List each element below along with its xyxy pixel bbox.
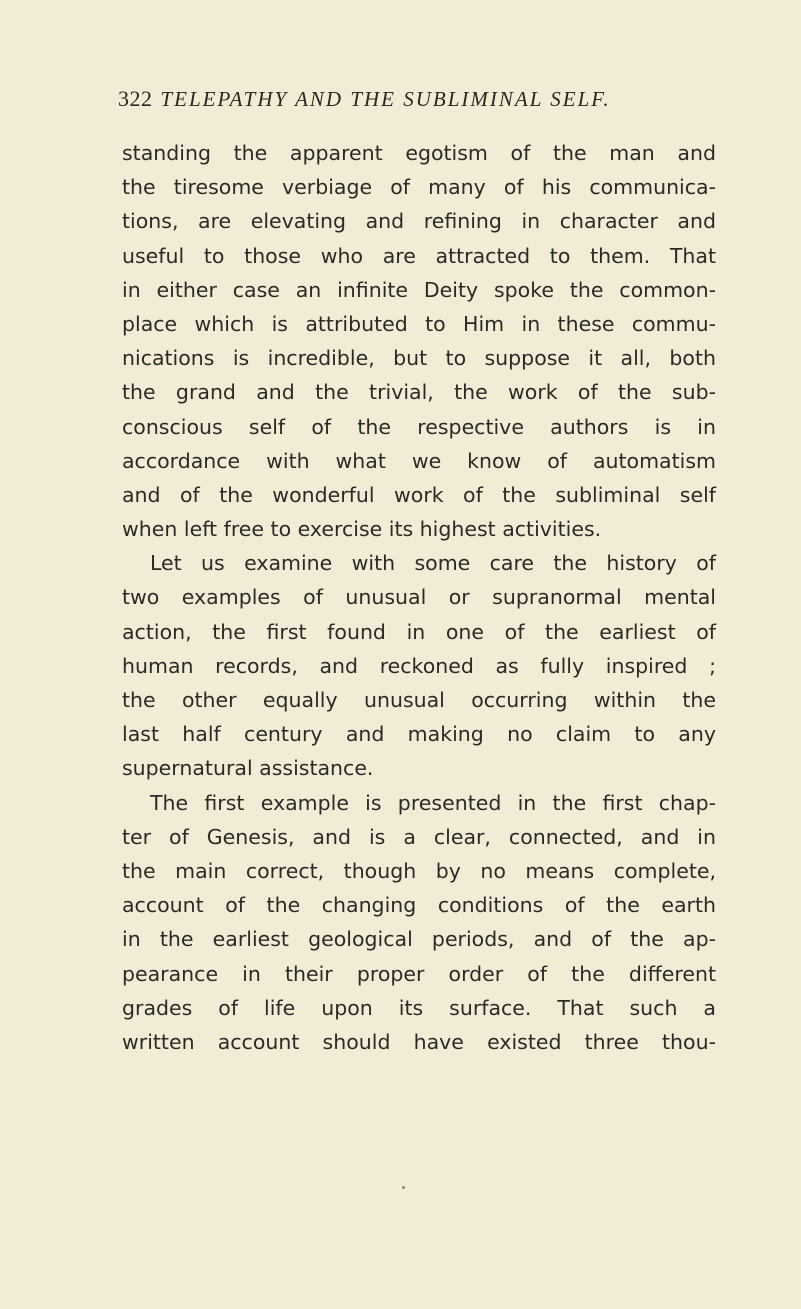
text-line: and of the wonderful work of the subliminal self [122, 482, 716, 507]
text-line: action, the first found in one of the earliest of [122, 619, 716, 644]
page-header [118, 86, 718, 122]
paragraph-end-line: supernatural assistance. [122, 756, 374, 781]
text-line: the tiresome verbiage of many of his communica- [122, 175, 716, 200]
text-line: accordance with what we know of automatism [122, 448, 716, 473]
text-line: account of the changing conditions of the earth [122, 893, 716, 918]
text-line: grades of life upon its surface. That such a [122, 995, 716, 1020]
body-text [122, 136, 716, 1059]
text-line: tions, are elevating and refining in character and [122, 209, 716, 234]
page-number: 322 [118, 86, 153, 111]
text-line: standing the apparent egotism of the man and [122, 141, 716, 165]
text-line: the main correct, though by no means complete, [122, 858, 716, 883]
text-line: the other equally unusual occurring within the [122, 688, 716, 712]
text-line: nications is incredible, but to suppose it all, both [122, 346, 716, 371]
text-line: place which is attributed to Him in these commu- [122, 311, 716, 336]
text-line: in the earliest geological periods, and of the ap- [122, 927, 716, 952]
text-line: written account should have existed three thou- [122, 1029, 716, 1054]
text-line: last half century and making no claim to any [122, 722, 716, 747]
text-line: ter of Genesis, and is a clear, connected, and in [122, 824, 716, 849]
paper-speck [402, 1186, 405, 1189]
running-head: TELEPATHY AND THE SUBLIMINAL SELF. [160, 87, 611, 111]
text-line: two examples of unusual or supranormal mental [122, 585, 716, 610]
text-line: conscious self of the respective authors is in [122, 414, 716, 439]
text-line: useful to those who are attracted to them. That [122, 243, 716, 268]
text-line: the grand and the trivial, the work of the sub- [122, 380, 716, 405]
text-line: human records, and reckoned as fully inspired ; [122, 653, 716, 678]
paragraph-end-line: when left free to exercise its highest activities. [122, 517, 602, 542]
text-line: in either case an infinite Deity spoke the common- [122, 277, 716, 302]
text-line: pearance in their proper order of the different [122, 961, 716, 986]
paragraph-start-line: The first example is presented in the first chap- [150, 790, 716, 815]
paragraph-start-line: Let us examine with some care the history of [150, 551, 716, 576]
